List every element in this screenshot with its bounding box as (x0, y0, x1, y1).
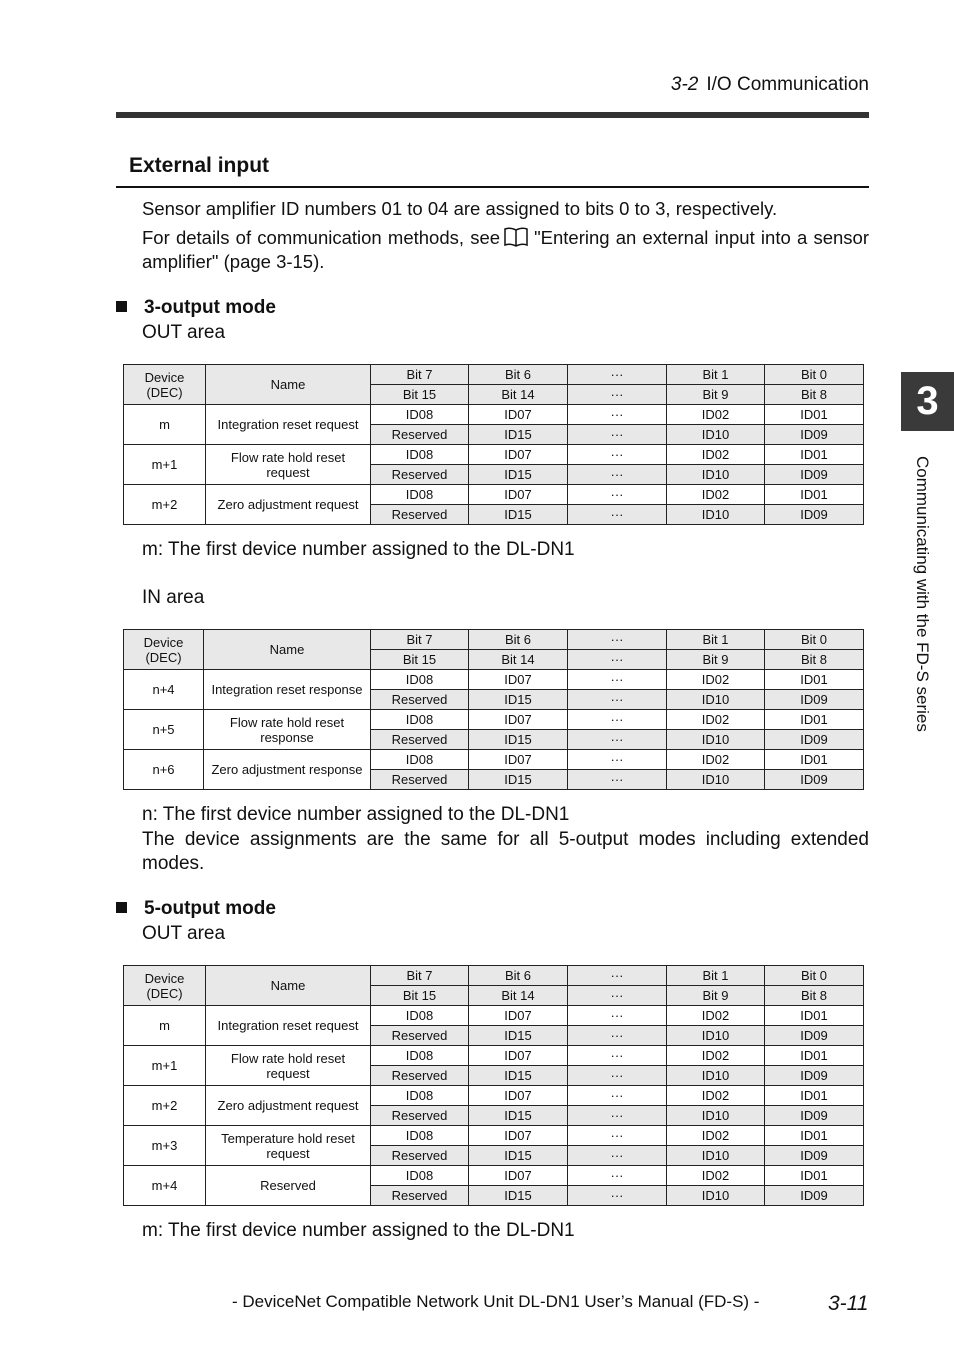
header-bit: ··· (568, 365, 667, 385)
bit-cell: ID09 (765, 505, 864, 525)
header-bit: Bit 8 (765, 385, 864, 405)
book-icon (504, 227, 528, 247)
name-cell: Flow rate hold reset request (206, 1046, 371, 1086)
mode5-out-note: m: The first device number assigned to the DL-DN1 (142, 1220, 575, 1241)
bit-cell: Reserved (371, 1026, 469, 1046)
bit-cell: ID07 (469, 1086, 568, 1106)
table-row (124, 405, 864, 425)
bit-cell: Reserved (371, 1106, 469, 1126)
bit-cell: ID15 (469, 690, 568, 710)
header-name: Name (206, 365, 371, 405)
header-bit: Bit 14 (469, 385, 568, 405)
intro-line-2-after: "Entering an external input into a sensor amplifier" (page 3-15). (142, 227, 869, 272)
bit-cell: ··· (568, 770, 667, 790)
bit-cell: ID07 (469, 1046, 568, 1066)
header-bit: Bit 15 (371, 986, 469, 1006)
header-bit: Bit 6 (469, 630, 568, 650)
bit-cell: ID02 (667, 485, 765, 505)
header-bit: Bit 7 (371, 365, 469, 385)
bit-cell: ID01 (765, 1126, 864, 1146)
name-cell: Integration reset request (206, 1006, 371, 1046)
table-row (124, 710, 864, 730)
table-row (124, 750, 864, 770)
bit-cell: ID09 (765, 730, 864, 750)
bit-cell: ID01 (765, 670, 864, 690)
name-cell: Integration reset request (206, 405, 371, 445)
bit-cell: ID08 (371, 1006, 469, 1026)
bit-cell: ID15 (469, 1106, 568, 1126)
header-bit: Bit 14 (469, 650, 568, 670)
bit-cell: ··· (568, 1006, 667, 1026)
bit-cell: ID02 (667, 1166, 765, 1186)
table-header-row (124, 630, 864, 650)
bit-cell: ID02 (667, 445, 765, 465)
table-row (124, 445, 864, 465)
table-row (124, 485, 864, 505)
name-cell: Zero adjustment request (206, 485, 371, 525)
bit-cell: ID15 (469, 1026, 568, 1046)
bit-cell: Reserved (371, 1186, 469, 1206)
header-bit: Bit 1 (667, 365, 765, 385)
header-bit: Bit 0 (765, 966, 864, 986)
bit-cell: ID08 (371, 710, 469, 730)
mode3-out-note: m: The first device number assigned to the DL-DN1 (142, 539, 575, 560)
bit-cell: ··· (568, 1126, 667, 1146)
bit-cell: ··· (568, 1166, 667, 1186)
bit-cell: ID09 (765, 1106, 864, 1126)
header-device: Device (DEC) (124, 630, 204, 670)
bit-cell: ··· (568, 465, 667, 485)
bit-cell: Reserved (371, 770, 469, 790)
bit-cell: ID02 (667, 710, 765, 730)
bit-cell: ID10 (667, 1026, 765, 1046)
bit-cell: ··· (568, 730, 667, 750)
bit-cell: ID01 (765, 1086, 864, 1106)
header-bit: Bit 0 (765, 630, 864, 650)
bit-cell: ID09 (765, 1026, 864, 1046)
bit-cell: ID10 (667, 1186, 765, 1206)
bit-cell: ID15 (469, 730, 568, 750)
device-cell: m+1 (124, 445, 206, 485)
bit-cell: ID02 (667, 750, 765, 770)
bit-cell: ··· (568, 670, 667, 690)
header-device: Device (DEC) (124, 365, 206, 405)
table-header-row (124, 365, 864, 385)
table-row (124, 1166, 864, 1186)
bit-cell: ID15 (469, 1066, 568, 1086)
name-cell: Zero adjustment request (206, 1086, 371, 1126)
bit-cell: ID02 (667, 670, 765, 690)
mode3-out-table (123, 364, 864, 525)
device-cell: m (124, 405, 206, 445)
bit-cell: ID07 (469, 750, 568, 770)
bit-cell: ID09 (765, 690, 864, 710)
bit-cell: ID01 (765, 485, 864, 505)
bit-cell: ID08 (371, 405, 469, 425)
header-bit: Bit 1 (667, 966, 765, 986)
bit-cell: ID01 (765, 750, 864, 770)
bit-cell: ID01 (765, 1046, 864, 1066)
name-cell: Flow rate hold reset request (206, 445, 371, 485)
bit-cell: ID09 (765, 1186, 864, 1206)
header-bit: Bit 1 (667, 630, 765, 650)
bit-cell: ··· (568, 690, 667, 710)
bit-cell: ID10 (667, 1066, 765, 1086)
header-bit: ··· (568, 650, 667, 670)
bit-cell: ID09 (765, 1066, 864, 1086)
page-number: 3-11 (828, 1292, 869, 1315)
bit-cell: ··· (568, 1086, 667, 1106)
bit-cell: ID07 (469, 1166, 568, 1186)
bit-cell: ID08 (371, 1046, 469, 1066)
bit-cell: ID15 (469, 770, 568, 790)
bit-cell: ID10 (667, 425, 765, 445)
header-bit: Bit 7 (371, 966, 469, 986)
mode5-out-table (123, 965, 864, 1206)
bit-cell: Reserved (371, 730, 469, 750)
bit-cell: ··· (568, 1146, 667, 1166)
mode3-heading (116, 297, 276, 319)
bit-cell: ID09 (765, 425, 864, 445)
bit-cell: ID15 (469, 505, 568, 525)
device-cell: m (124, 1006, 206, 1046)
bit-cell: ID01 (765, 405, 864, 425)
header-rule (116, 112, 869, 118)
header-section-number: 3-2 (670, 74, 699, 95)
bit-cell: ··· (568, 1106, 667, 1126)
header-name: Name (206, 966, 371, 1006)
header-bit: ··· (568, 630, 667, 650)
header-device: Device (DEC) (124, 966, 206, 1006)
intro-line-1: Sensor amplifier ID numbers 01 to 04 are assigned to bits 0 to 3, respectively. (142, 198, 778, 219)
bit-cell: ID08 (371, 1126, 469, 1146)
bit-cell: ID07 (469, 710, 568, 730)
bit-cell: ID01 (765, 1166, 864, 1186)
name-cell: Zero adjustment response (204, 750, 371, 790)
bit-cell: ID10 (667, 770, 765, 790)
chapter-side-title: Communicating with the FD-S series (913, 456, 932, 732)
device-cell: m+3 (124, 1126, 206, 1166)
bit-cell: ID10 (667, 505, 765, 525)
device-cell: n+6 (124, 750, 204, 790)
mode3-in-note-1: n: The first device number assigned to the DL-DN1 (142, 804, 570, 825)
header-bit: Bit 15 (371, 650, 469, 670)
device-cell: n+4 (124, 670, 204, 710)
header-section-title: I/O Communication (706, 74, 869, 95)
header-bit: ··· (568, 385, 667, 405)
table-row (124, 1126, 864, 1146)
header-bit: Bit 9 (667, 650, 765, 670)
device-cell: n+5 (124, 710, 204, 750)
device-cell: m+2 (124, 485, 206, 525)
table-row (124, 1006, 864, 1026)
header-bit: Bit 8 (765, 986, 864, 1006)
table-row (124, 670, 864, 690)
bit-cell: ID07 (469, 1126, 568, 1146)
header-bit: Bit 6 (469, 966, 568, 986)
name-cell: Reserved (206, 1166, 371, 1206)
bit-cell: ID01 (765, 1006, 864, 1026)
bit-cell: ··· (568, 710, 667, 730)
bit-cell: ID01 (765, 710, 864, 730)
bit-cell: Reserved (371, 425, 469, 445)
bit-cell: ID10 (667, 1106, 765, 1126)
bit-cell: ID09 (765, 465, 864, 485)
header-bit: Bit 9 (667, 385, 765, 405)
bit-cell: ··· (568, 1026, 667, 1046)
bit-cell: ID08 (371, 1086, 469, 1106)
bit-cell: ID08 (371, 485, 469, 505)
table-row (124, 1086, 864, 1106)
device-cell: m+4 (124, 1166, 206, 1206)
bit-cell: ID10 (667, 465, 765, 485)
device-cell: m+2 (124, 1086, 206, 1126)
mode3-out-label: OUT area (142, 322, 226, 343)
bit-cell: ID07 (469, 1006, 568, 1026)
mode3-heading-text: 3-output mode (144, 297, 276, 318)
header-bit: ··· (568, 986, 667, 1006)
mode5-heading (116, 898, 276, 920)
bit-cell: ID07 (469, 670, 568, 690)
bit-cell: ID07 (469, 445, 568, 465)
chapter-tab: 3 (901, 372, 954, 431)
bit-cell: Reserved (371, 1066, 469, 1086)
footer-manual-title: - DeviceNet Compatible Network Unit DL-DN1 User’s Manual (FD-S) - (232, 1292, 760, 1311)
header-bit: Bit 14 (469, 986, 568, 1006)
bit-cell: Reserved (371, 690, 469, 710)
section-title: External input (129, 154, 270, 177)
header-name: Name (204, 630, 371, 670)
device-cell: m+1 (124, 1046, 206, 1086)
name-cell: Temperature hold reset request (206, 1126, 371, 1166)
bit-cell: ID08 (371, 670, 469, 690)
section-rule (116, 186, 869, 188)
bit-cell: ID01 (765, 445, 864, 465)
header-bit: Bit 6 (469, 365, 568, 385)
bit-cell: ··· (568, 505, 667, 525)
bit-cell: ID02 (667, 1126, 765, 1146)
name-cell: Flow rate hold reset response (204, 710, 371, 750)
bit-cell: ID02 (667, 1006, 765, 1026)
bit-cell: ··· (568, 425, 667, 445)
bit-cell: ··· (568, 1186, 667, 1206)
mode3-in-note-2: The device assignments are the same for all 5-output modes including extended modes. (142, 829, 869, 874)
running-header (560, 74, 869, 96)
bit-cell: ID09 (765, 1146, 864, 1166)
bit-cell: ID15 (469, 425, 568, 445)
bit-cell: ID02 (667, 1086, 765, 1106)
bit-cell: ID07 (469, 485, 568, 505)
bit-cell: ID09 (765, 770, 864, 790)
bit-cell: ··· (568, 445, 667, 465)
name-cell: Integration reset response (204, 670, 371, 710)
mode5-heading-text: 5-output mode (144, 898, 276, 919)
bit-cell: ID15 (469, 465, 568, 485)
bit-cell: ··· (568, 1066, 667, 1086)
header-bit: Bit 15 (371, 385, 469, 405)
intro-line-2 (142, 226, 869, 274)
bit-cell: ··· (568, 750, 667, 770)
bit-cell: Reserved (371, 1146, 469, 1166)
bit-cell: ID08 (371, 445, 469, 465)
header-bit: ··· (568, 966, 667, 986)
bit-cell: ID07 (469, 405, 568, 425)
header-bit: Bit 9 (667, 986, 765, 1006)
bit-cell: ··· (568, 405, 667, 425)
bit-cell: ID02 (667, 405, 765, 425)
bit-cell: ID10 (667, 730, 765, 750)
header-bit: Bit 7 (371, 630, 469, 650)
square-bullet-icon (116, 902, 127, 913)
bit-cell: ID08 (371, 1166, 469, 1186)
bit-cell: ID02 (667, 1046, 765, 1066)
bit-cell: ··· (568, 1046, 667, 1066)
mode3-in-label: IN area (142, 587, 205, 608)
table-header-row (124, 966, 864, 986)
header-bit: Bit 8 (765, 650, 864, 670)
mode5-out-label: OUT area (142, 923, 226, 944)
bit-cell: ID10 (667, 1146, 765, 1166)
bit-cell: Reserved (371, 505, 469, 525)
bit-cell: Reserved (371, 465, 469, 485)
intro-line-2-before: For details of communication methods, see (142, 227, 501, 248)
mode3-in-table (123, 629, 864, 790)
bit-cell: ··· (568, 485, 667, 505)
table-row (124, 1046, 864, 1066)
header-bit: Bit 0 (765, 365, 864, 385)
bit-cell: ID15 (469, 1146, 568, 1166)
square-bullet-icon (116, 301, 127, 312)
bit-cell: ID15 (469, 1186, 568, 1206)
bit-cell: ID08 (371, 750, 469, 770)
bit-cell: ID10 (667, 690, 765, 710)
